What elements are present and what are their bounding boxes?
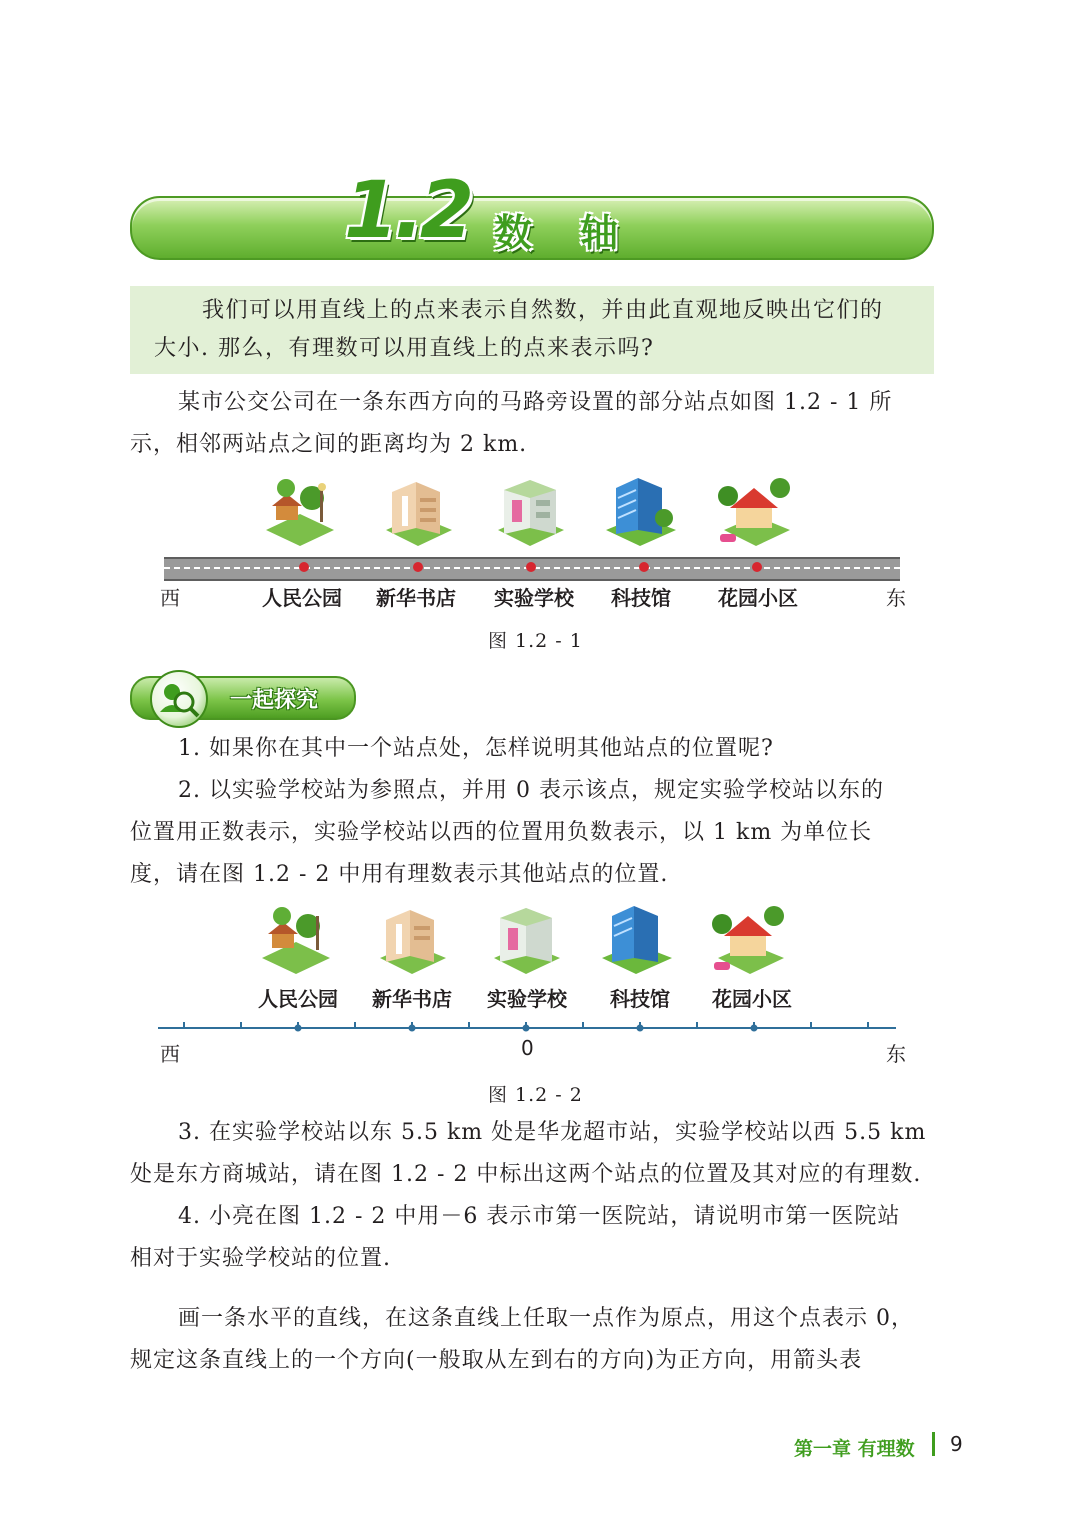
science-museum-icon — [602, 906, 672, 974]
bookstore-icon — [386, 482, 452, 546]
figure2-origin-label: 0 — [521, 1036, 534, 1060]
section-title: 数轴 — [494, 211, 667, 255]
garden-community-icon — [718, 478, 790, 546]
figure1-buildings — [250, 474, 810, 552]
question-3-line-2: 处是东方商城站，请在图 1.2 - 2 中标出这两个站点的位置及其对应的有理数. — [130, 1162, 922, 1187]
body1-line-1: 某市公交公司在一条东西方向的马路旁设置的部分站点如图 1.2 - 1 所 — [178, 390, 893, 415]
figure1-caption: 图 1.2 - 1 — [488, 630, 583, 652]
figure1-stop-label: 花园小区 — [718, 586, 798, 610]
page-number: 9 — [950, 1432, 963, 1456]
body-paragraph-2 — [130, 1298, 936, 1382]
body1-line-2: 示，相邻两站点之间的距离均为 2 km. — [130, 432, 528, 457]
figure2-stop-label: 花园小区 — [712, 987, 792, 1011]
stop-dot — [413, 562, 423, 572]
park-icon — [266, 479, 334, 546]
intro-line-2: 大小. 那么，有理数可以用直线上的点来表示吗? — [154, 336, 655, 361]
stop-dot — [526, 562, 536, 572]
figure1-stop-label: 科技馆 — [611, 586, 671, 610]
figure1-stop-label: 新华书店 — [376, 586, 456, 610]
question-4-line-2: 相对于实验学校站的位置. — [130, 1246, 391, 1271]
science-museum-icon — [606, 478, 676, 546]
body-paragraph-1 — [130, 382, 936, 466]
explore-questions-continued — [130, 1112, 936, 1280]
body2-line-2: 规定这条直线上的一个方向(一般取从左到右的方向)为正方向，用箭头表 — [130, 1348, 863, 1373]
school-icon — [498, 480, 564, 546]
footer-divider — [932, 1432, 935, 1456]
figure2-east-label: 东 — [886, 1042, 906, 1066]
stop-dot — [639, 562, 649, 572]
figure1-east-label: 东 — [886, 586, 906, 610]
garden-community-icon — [712, 906, 784, 974]
intro-box — [130, 286, 934, 374]
school-icon — [494, 908, 560, 974]
figure2-stop-label: 科技馆 — [610, 987, 670, 1011]
figure1-stop-label: 实验学校 — [494, 586, 574, 610]
question-3-line-1: 3. 在实验学校站以东 5.5 km 处是华龙超市站，实验学校站以西 5.5 km — [178, 1120, 927, 1145]
body2-line-1: 画一条水平的直线，在这条直线上任取一点作为原点，用这个点表示 0， — [178, 1306, 914, 1331]
park-icon — [262, 907, 330, 974]
footer-chapter: 第一章 有理数 — [794, 1438, 915, 1460]
figure2-stop-label: 人民公园 — [258, 987, 338, 1011]
figure2-stop-label: 新华书店 — [372, 987, 452, 1011]
explore-questions — [130, 728, 936, 896]
figure2-stop-label: 实验学校 — [487, 987, 567, 1011]
stop-dot — [752, 562, 762, 572]
question-4-line-1: 4. 小亮在图 1.2 - 2 中用－6 表示市第一医院站，请说明市第一医院站 — [178, 1204, 901, 1229]
figure1-stop-label: 人民公园 — [262, 586, 342, 610]
question-1: 1. 如果你在其中一个站点处，怎样说明其他站点的位置呢? — [178, 736, 774, 761]
figure2-caption: 图 1.2 - 2 — [488, 1084, 583, 1106]
stop-dot — [299, 562, 309, 572]
question-2-line-2: 位置用正数表示，实验学校站以西的位置用负数表示，以 1 km 为单位长 — [130, 820, 873, 845]
question-2-line-3: 度，请在图 1.2 - 2 中用有理数表示其他站点的位置. — [130, 862, 669, 887]
question-2-line-1: 2. 以实验学校站为参照点，并用 0 表示该点，规定实验学校站以东的 — [178, 778, 884, 803]
figure2-buildings — [250, 902, 810, 980]
figure2-west-label: 西 — [160, 1042, 180, 1066]
figure1-west-label: 西 — [160, 586, 180, 610]
explore-magnifier-icon — [150, 670, 208, 728]
bookstore-icon — [380, 910, 446, 974]
section-number: 1.2 — [344, 166, 471, 256]
explore-label: 一起探究 — [230, 688, 319, 713]
intro-line-1: 我们可以用直线上的点来表示自然数，并由此直观地反映出它们的 — [202, 298, 884, 323]
